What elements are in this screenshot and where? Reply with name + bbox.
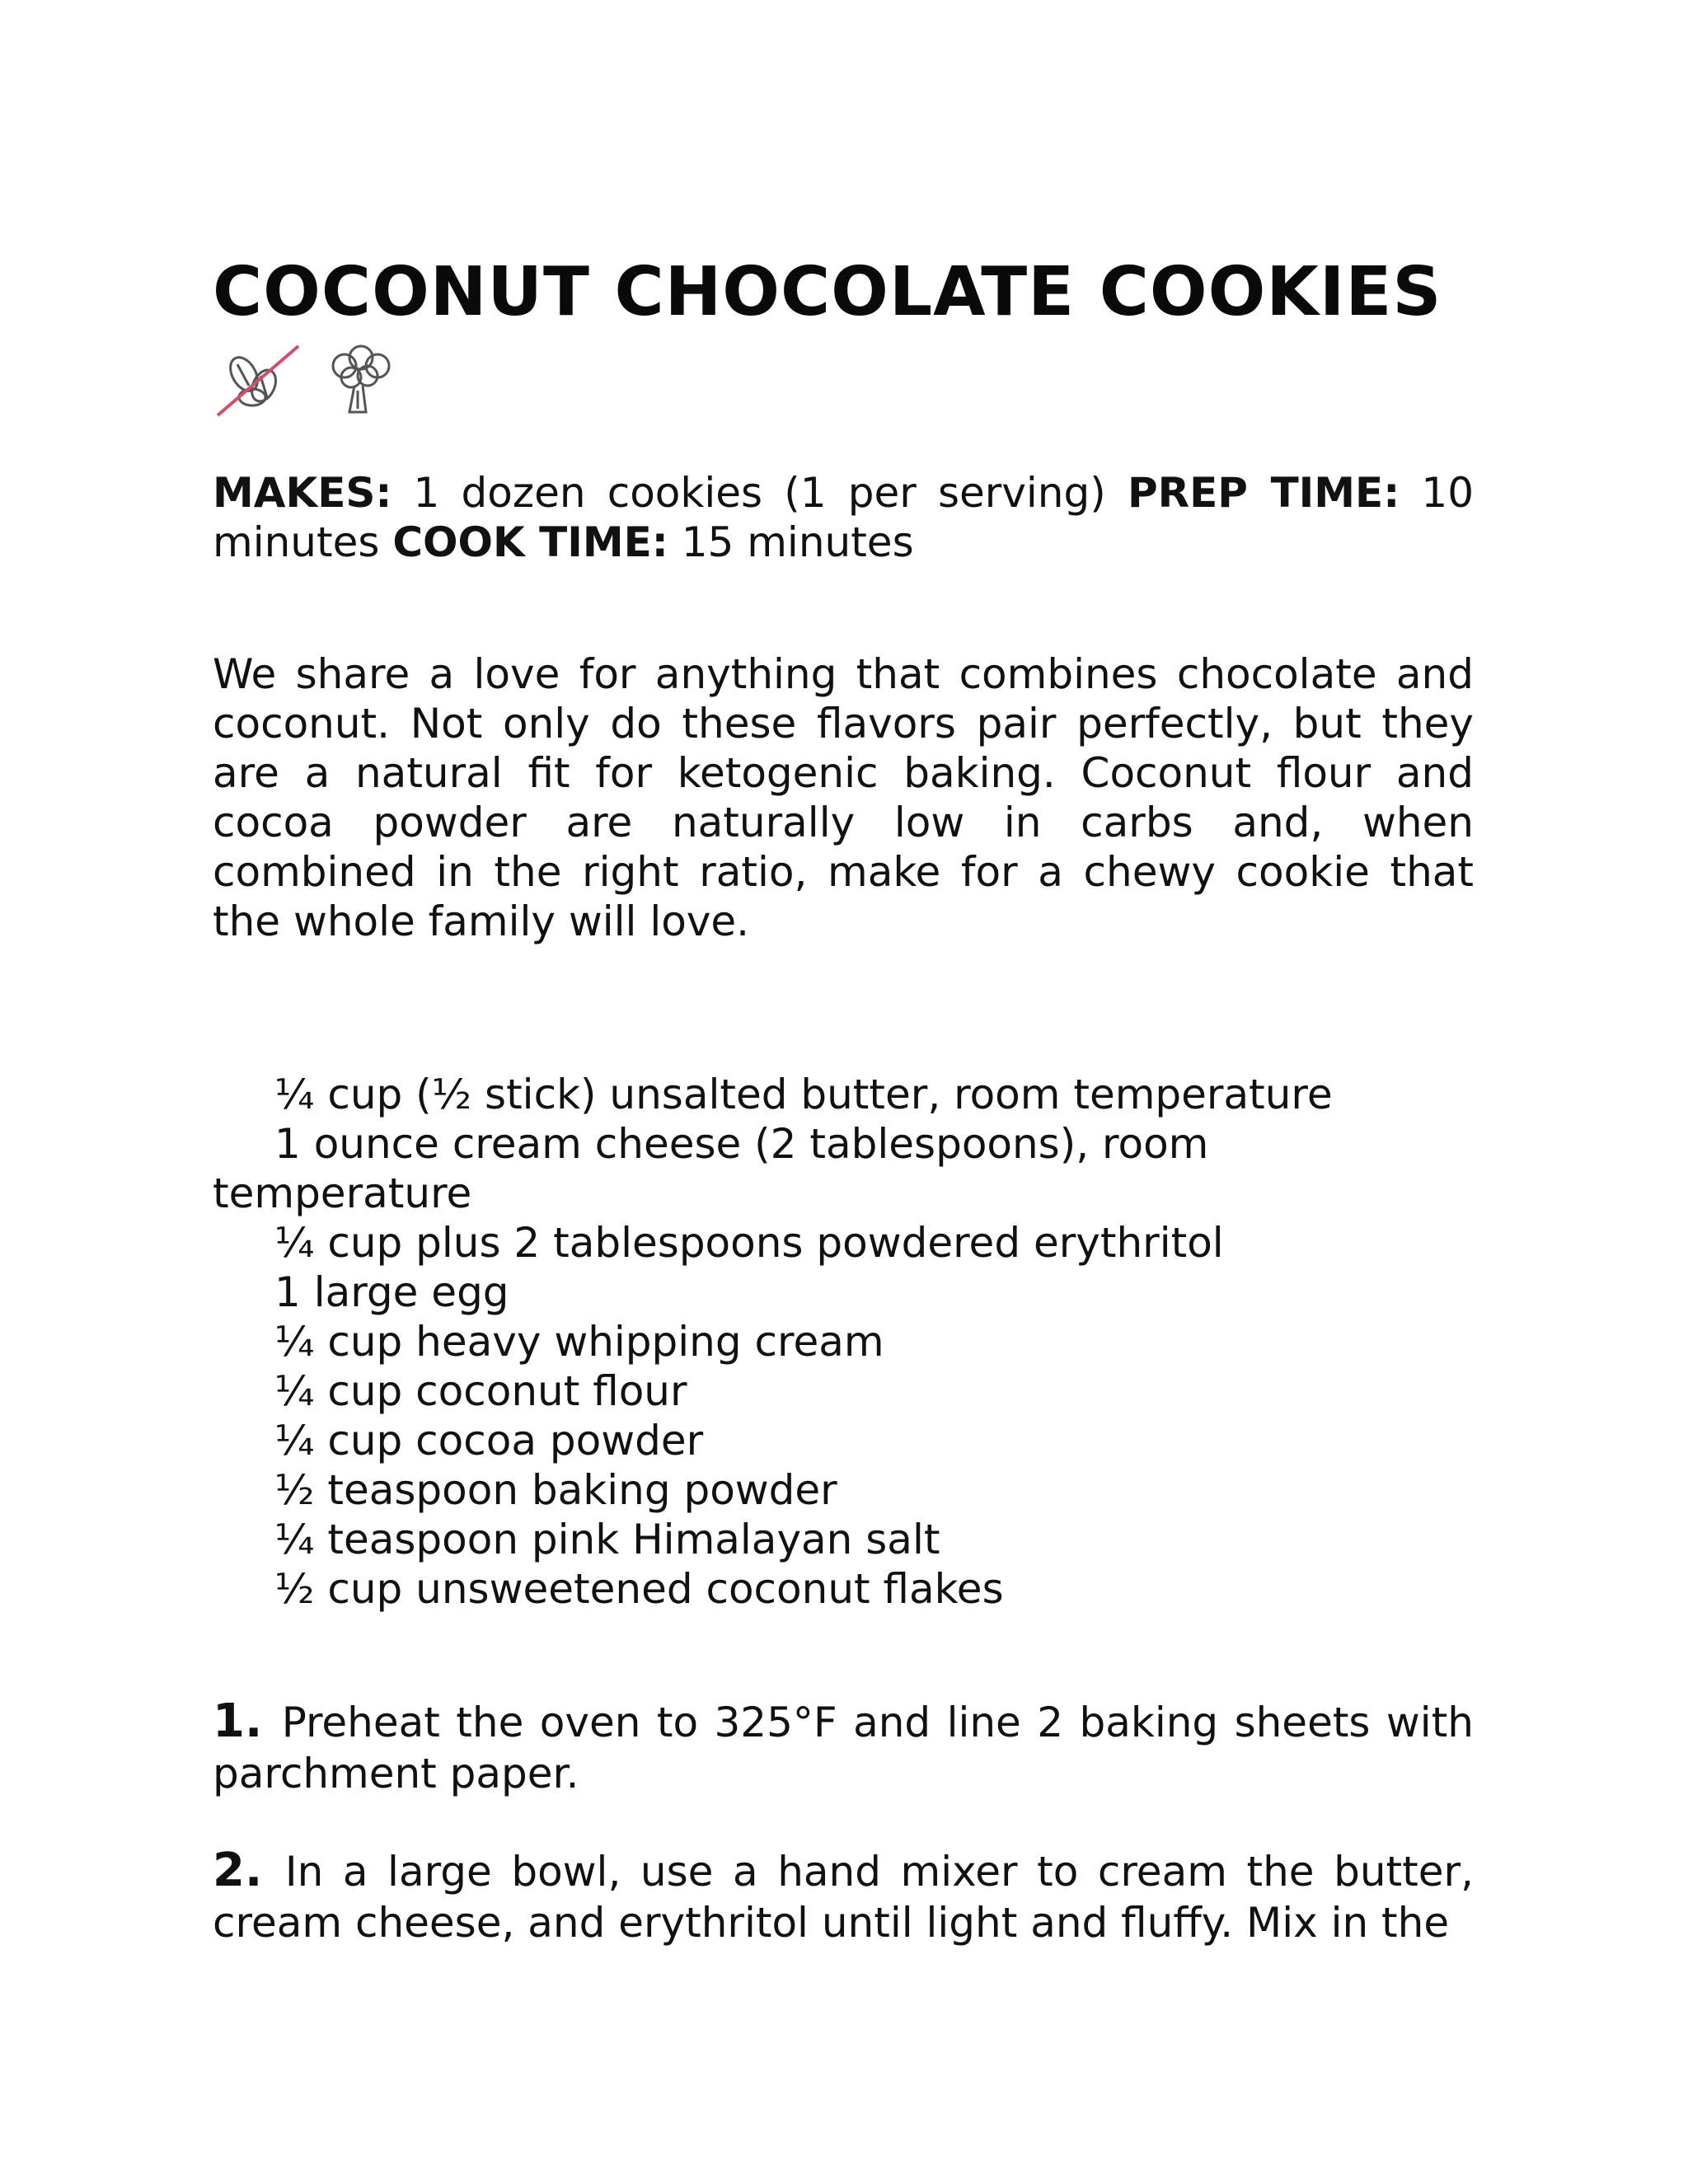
- vegetable-icon: [320, 340, 402, 419]
- ingredient-list: [213, 1070, 1474, 1614]
- no-nuts-icon: [213, 340, 303, 419]
- step-text: Preheat the oven to 325°F and line 2 baking sheets with parchment paper.: [213, 1699, 1474, 1797]
- instruction-steps: [213, 1696, 1474, 1948]
- ingredient-item: ½ teaspoon baking powder: [274, 1466, 837, 1514]
- ingredient-item: ¼ teaspoon pink Himalayan salt: [274, 1516, 940, 1563]
- ingredient-item: ¼ cup plus 2 tablespoons powdered erythritol: [274, 1219, 1224, 1267]
- instruction-step: [213, 1696, 1474, 1799]
- cook-time-label: COOK TIME:: [392, 518, 668, 566]
- ingredient-item: ¼ cup coconut flour: [274, 1367, 687, 1415]
- cook-time-value: 15 minutes: [681, 518, 914, 566]
- step-number: 2.: [213, 1844, 263, 1897]
- prep-time-label: PREP TIME:: [1127, 469, 1400, 517]
- dietary-icons: [213, 338, 1474, 420]
- makes-label: MAKES:: [213, 469, 392, 517]
- recipe-intro: We share a love for anything that combines chocolate and coconut. Not only do these flavors pair perfectly, but they are a natural fit for ketogenic baking. Coconut flour and cocoa powder are naturally low in carbs and, when combined in the right ratio, make for a chewy cookie that the whole family will love.: [213, 650, 1474, 945]
- step-text: In a large bowl, use a hand mixer to cream the butter, cream cheese, and erythritol until light and fluffy. Mix in the: [213, 1848, 1474, 1947]
- prep-time-value: 10 minutes: [213, 469, 1475, 566]
- ingredient-item: 1 large egg: [274, 1268, 509, 1316]
- recipe-meta: [213, 468, 1474, 567]
- instruction-step: [213, 1845, 1474, 1948]
- step-number: 1.: [213, 1694, 263, 1748]
- ingredient-item: ¼ cup (½ stick) unsalted butter, room temperature: [274, 1071, 1333, 1118]
- ingredient-item: ¼ cup heavy whipping cream: [274, 1318, 884, 1366]
- ingredient-item: ¼ cup cocoa powder: [274, 1417, 704, 1465]
- ingredient-item: ½ cup unsweetened coconut flakes: [274, 1565, 1004, 1613]
- makes-value: 1 dozen cookies (1 per serving): [413, 469, 1106, 517]
- recipe-page: [213, 247, 1474, 1994]
- recipe-title: COCONUT CHOCOLATE COOKIES: [213, 253, 1442, 331]
- ingredient-item: 1 ounce cream cheese (2 tablespoons), room temperature: [213, 1120, 1209, 1217]
